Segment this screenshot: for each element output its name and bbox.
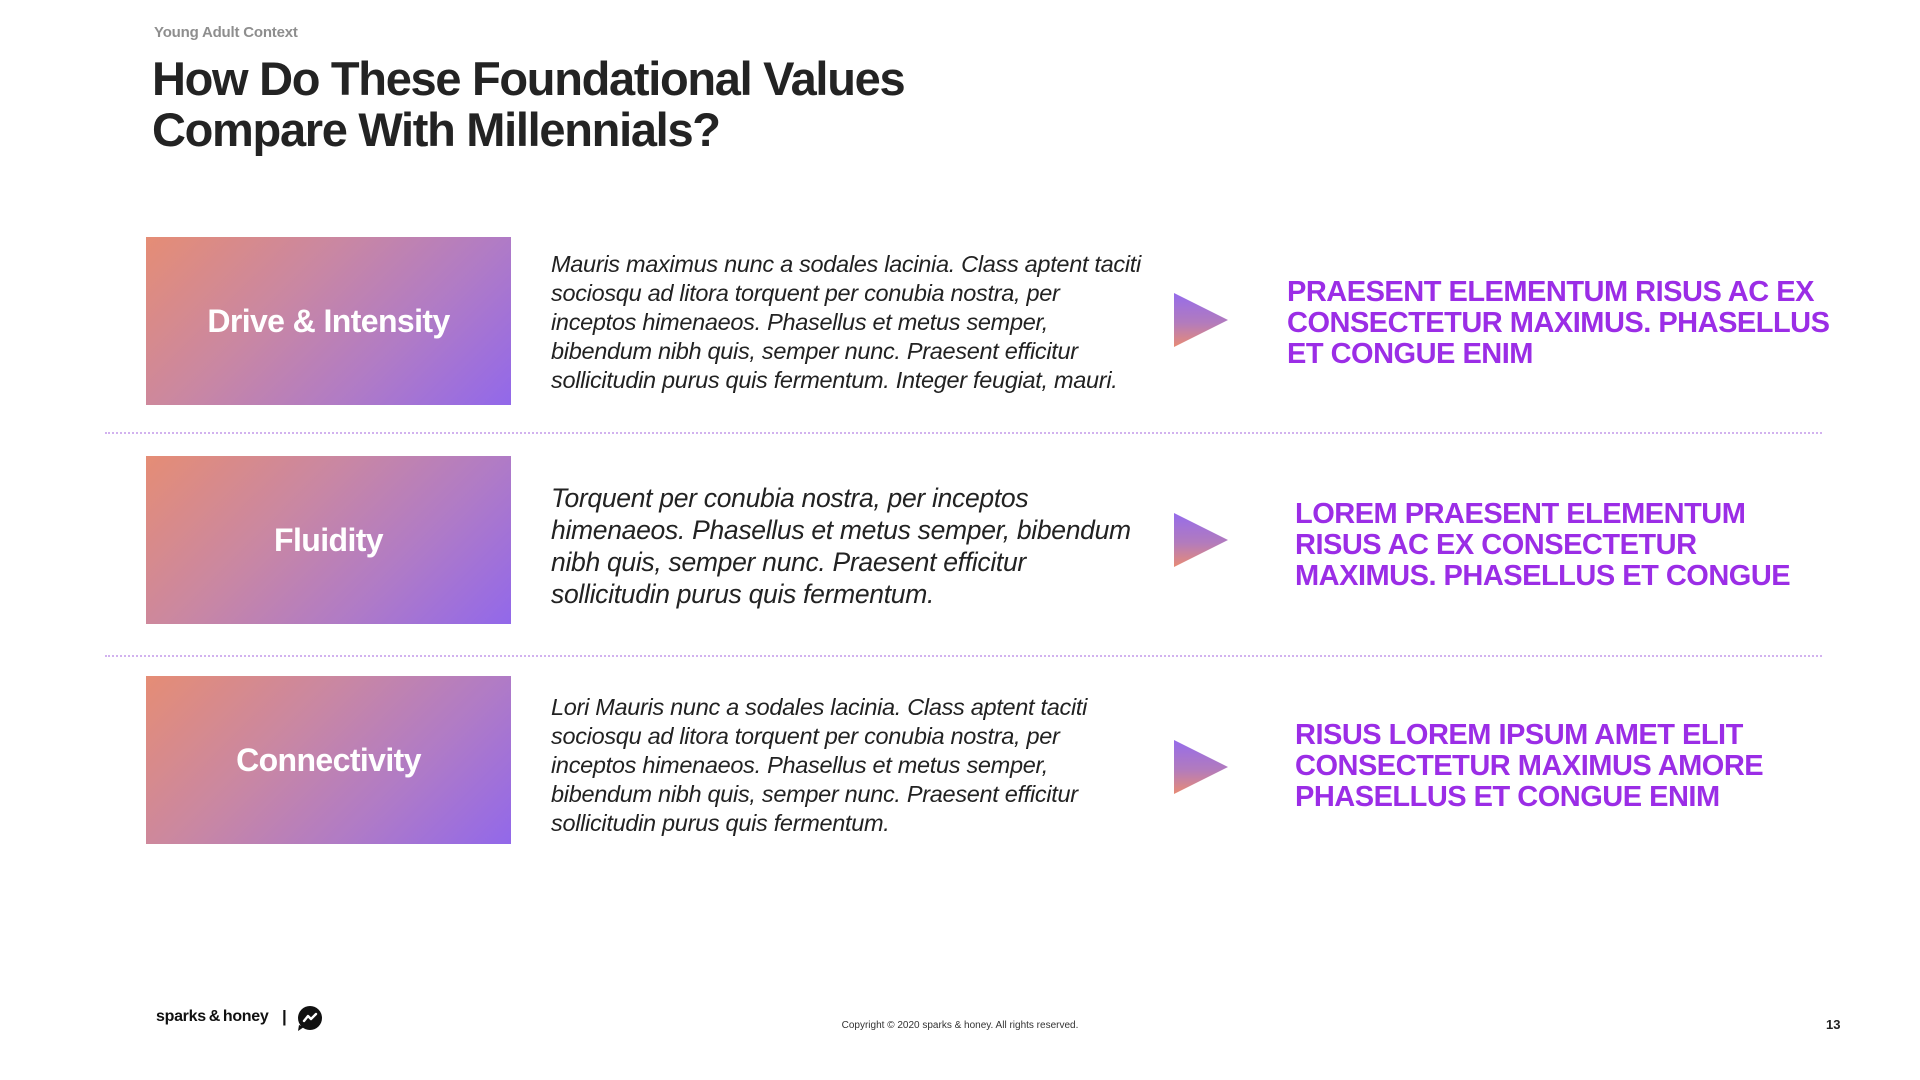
description-line: Lori Mauris nunc a sodales lacinia. Class aptent taciti	[551, 694, 1088, 720]
copyright-notice	[0, 1020, 1920, 1031]
description-line: nibh quis, semper nunc. Praesent efficitur	[551, 547, 1026, 577]
triangle-right-icon	[1174, 513, 1228, 567]
takeaway-text	[1295, 499, 1790, 592]
title-line: How Do These Foundational Values	[152, 52, 905, 105]
value-box-fluidity	[146, 456, 511, 624]
brand-logo: sparks & honey	[156, 1008, 269, 1025]
takeaway-line: CONSECTETUR MAXIMUS AMORE	[1295, 750, 1764, 782]
value-box-drive-intensity	[146, 237, 511, 405]
slide-eyebrow: Young Adult Context	[154, 24, 298, 41]
takeaway-line: PHASELLUS ET CONGUE ENIM	[1295, 781, 1720, 813]
copyright-text: Copyright © 2020 sparks & honey. All rights reserved.	[841, 1020, 1079, 1031]
value-box-connectivity	[146, 676, 511, 844]
value-label: Drive & Intensity	[207, 302, 450, 339]
description-line: inceptos himenaeos. Phasellus et metus semper,	[551, 752, 1048, 778]
takeaway-text	[1287, 277, 1829, 370]
description-line: bibendum nibh quis, semper nunc. Praesent efficitur	[551, 338, 1078, 364]
row-divider	[105, 432, 1822, 434]
title-line: Compare With Millennials?	[152, 103, 720, 156]
takeaway-line: MAXIMUS. PHASELLUS ET CONGUE	[1295, 560, 1791, 592]
description-line: sociosqu ad litora torquent per conubia nostra, per	[551, 723, 1060, 749]
value-label: Fluidity	[274, 521, 383, 558]
description-line: himenaeos. Phasellus et metus semper, bibendum	[551, 515, 1131, 545]
value-description	[551, 693, 1087, 838]
description-line: sollicitudin purus quis fermentum. Integer feugiat, mauri.	[551, 367, 1118, 393]
description-line: sollicitudin purus quis fermentum.	[551, 579, 935, 609]
description-line: inceptos himenaeos. Phasellus et metus semper,	[551, 309, 1048, 335]
description-line: bibendum nibh quis, semper nunc. Praesent efficitur	[551, 781, 1078, 807]
takeaway-text	[1295, 720, 1763, 813]
description-line: sollicitudin purus quis fermentum.	[551, 810, 890, 836]
triangle-right-icon	[1174, 740, 1228, 794]
takeaway-line: RISUS LOREM IPSUM AMET ELIT	[1295, 719, 1743, 751]
row-divider	[105, 655, 1822, 657]
takeaway-line: ET CONGUE ENIM	[1287, 338, 1533, 370]
description-line: Torquent per conubia nostra, per inceptos	[551, 483, 1029, 513]
takeaway-line: PRAESENT ELEMENTUM RISUS AC EX	[1287, 276, 1814, 308]
takeaway-line: LOREM PRAESENT ELEMENTUM	[1295, 498, 1746, 530]
footer-separator: |	[282, 1007, 287, 1026]
description-line: Mauris maximus nunc a sodales lacinia. Class aptent taciti	[551, 251, 1141, 277]
value-description	[551, 250, 1141, 395]
page-title	[152, 53, 904, 155]
description-line: sociosqu ad litora torquent per conubia nostra, per	[551, 280, 1060, 306]
value-label: Connectivity	[236, 741, 421, 778]
triangle-right-icon	[1174, 293, 1228, 347]
takeaway-line: RISUS AC EX CONSECTETUR	[1295, 529, 1697, 561]
takeaway-line: CONSECTETUR MAXIMUS. PHASELLUS	[1287, 307, 1830, 339]
page-number: 13	[1826, 1017, 1841, 1032]
value-description	[551, 482, 1131, 610]
